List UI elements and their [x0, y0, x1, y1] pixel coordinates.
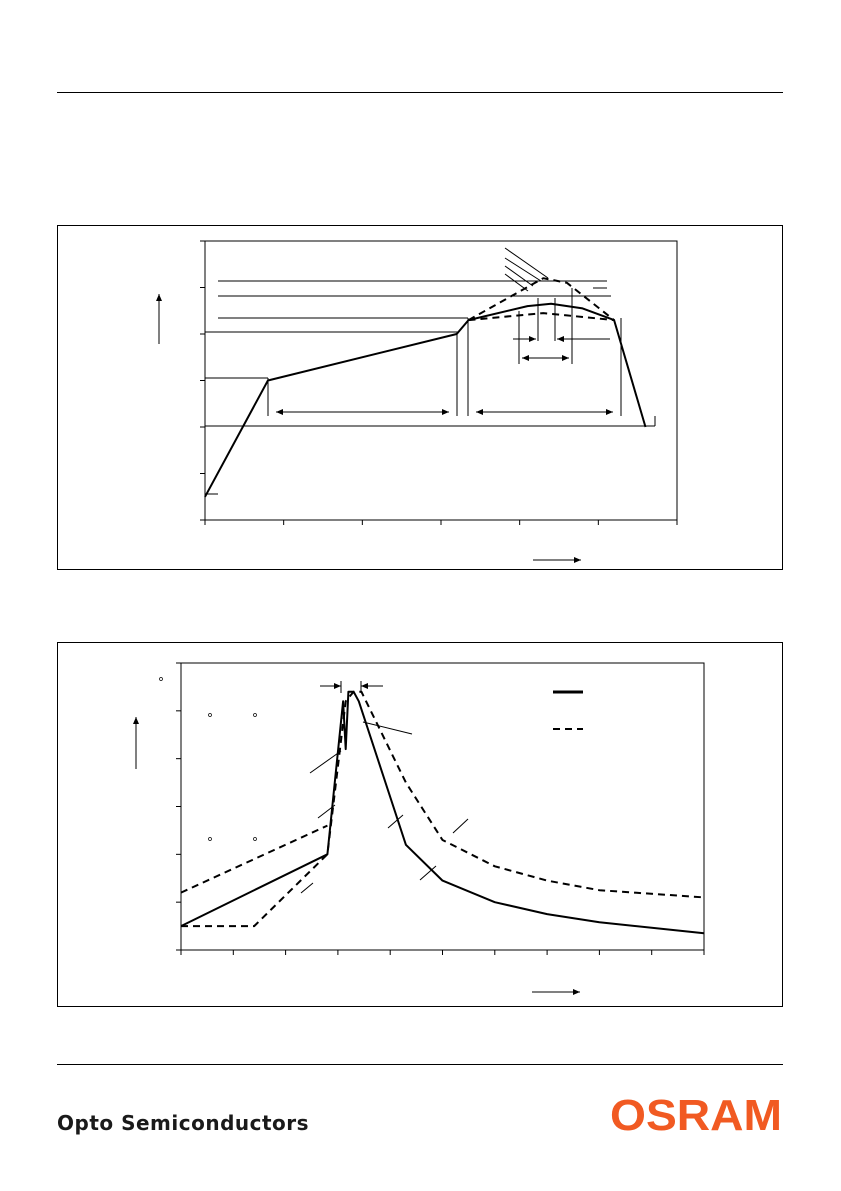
span-arrow-right-head [606, 409, 613, 415]
peak-arrow-head [529, 336, 536, 342]
x-axis-arrow-head [573, 989, 580, 995]
plot-frame [205, 241, 677, 520]
osram-logo [610, 1090, 785, 1136]
degree-mark [160, 678, 163, 681]
chart-panel-derating [57, 642, 783, 1007]
y-axis-arrow-head [156, 294, 162, 301]
series-line-1 [181, 692, 704, 934]
leader-line [453, 819, 468, 833]
logo-wordmark: OSRAM [610, 1091, 782, 1136]
series-line-3 [181, 826, 327, 893]
derating-chart [58, 643, 782, 1006]
header-rule [57, 92, 783, 93]
leader-line [301, 883, 313, 893]
span-arrow-left-head [476, 409, 483, 415]
dwell-arrow-in-head [361, 683, 368, 689]
peak-arrow-head [562, 355, 569, 361]
leader-line [505, 248, 548, 278]
series-line-1 [205, 304, 646, 497]
reflow-profile-chart [58, 226, 782, 569]
x-axis-arrow-head [574, 557, 581, 563]
peak-arrow-head [557, 336, 564, 342]
leader-line [363, 722, 412, 734]
series-line-2 [181, 692, 704, 926]
dwell-arrow-in-head [334, 683, 341, 689]
footer-rule [57, 1064, 783, 1065]
degree-mark [209, 838, 212, 841]
leader-line [505, 266, 533, 286]
company-name: Opto Semiconductors [57, 1111, 310, 1135]
degree-mark [254, 838, 257, 841]
chart-panel-reflow-profile [57, 225, 783, 570]
degree-mark [254, 714, 257, 717]
peak-arrow-head [522, 355, 529, 361]
leader-line [505, 274, 528, 291]
span-arrow-right-head [442, 409, 449, 415]
span-arrow-left-head [276, 409, 283, 415]
y-axis-arrow-head [133, 717, 139, 724]
degree-mark [209, 714, 212, 717]
plot-frame [181, 663, 704, 950]
